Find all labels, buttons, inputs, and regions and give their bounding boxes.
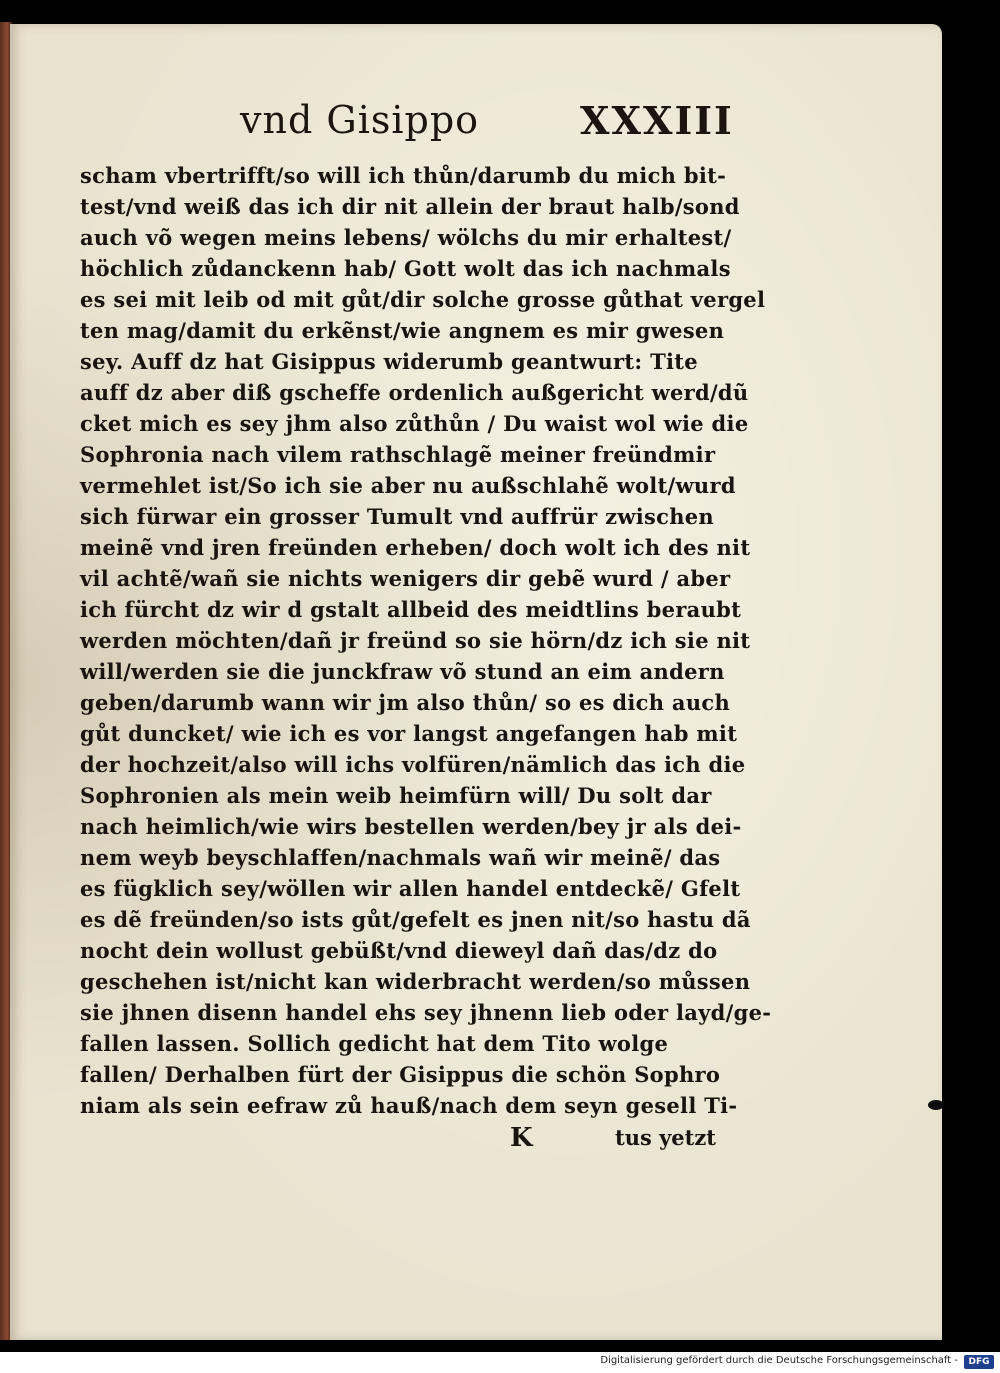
text-line: geschehen ist/nicht kan widerbracht werden/so můssen (80, 969, 751, 994)
text-line: geben/darumb wann wir jm also thůn/ so es dich auch (80, 690, 731, 715)
text-line: es dẽ freünden/so ists gůt/gefelt es jnen nit/so hastu dã (80, 907, 751, 932)
text-line: nocht dein wollust gebüßt/vnd dieweyl dañ das/dz do (80, 938, 718, 963)
text-line: Sophronia nach vilem rathschlagẽ meiner freündmir (80, 442, 716, 467)
text-line: niam als sein eefraw zů hauß/nach dem seyn gesell Ti- (80, 1093, 738, 1118)
text-line: test/vnd weiß das ich dir nit allein der braut halb/sond (80, 194, 740, 219)
text-line: sie jhnen disenn handel ehs sey jhnenn lieb oder layd/ge- (80, 1000, 772, 1025)
text-line: cket mich es sey jhm also zůthůn / Du waist wol wie die (80, 411, 749, 436)
text-line: vil achtẽ/wañ sie nichts wenigers dir gebẽ wurd / aber (80, 566, 731, 591)
text-line: höchlich zůdanckenn hab/ Gott wolt das ich nachmals (80, 256, 731, 281)
text-line: scham vbertrifft/so will ich thůn/darumb du mich bit- (80, 163, 727, 188)
body-text (80, 160, 772, 1121)
text-line: vermehlet ist/So ich sie aber nu außschlahẽ wolt/wurd (80, 473, 736, 498)
text-line: meinẽ vnd jren freünden erheben/ doch wolt ich des nit (80, 535, 751, 560)
text-line: ten mag/damit du erkẽnst/wie angnem es mir gwesen (80, 318, 725, 343)
text-line: auff dz aber diß gscheffe ordenlich außgericht werd/dũ (80, 380, 749, 405)
text-line: es sei mit leib od mit gůt/dir solche grosse gůthat vergel (80, 287, 766, 312)
text-line: fallen/ Derhalben fürt der Gisippus die schön Sophro (80, 1062, 721, 1087)
text-line: gůt duncket/ wie ich es vor langst angefangen hab mit (80, 721, 738, 746)
text-line: werden möchten/dañ jr freünd so sie hörn/dz ich sie nit (80, 628, 751, 653)
text-line: fallen lassen. Sollich gedicht hat dem Tito wolge (80, 1031, 669, 1056)
funding-credit: Digitalisierung gefördert durch die Deutsche Forschungsgemeinschaft - (600, 1355, 958, 1366)
text-line: nach heimlich/wie wirs bestellen werden/bey jr als dei- (80, 814, 742, 839)
text-line: sich fürwar ein grosser Tumult vnd auffrür zwischen (80, 504, 714, 529)
digitization-footer (0, 1352, 1000, 1373)
folio-number: XXXIII (580, 98, 734, 143)
signature-row (80, 1123, 720, 1157)
text-line: ich fürcht dz wir d gstalt allbeid des meidtlins beraubt (80, 597, 742, 622)
text-line: nem weyb beyschlaffen/nachmals wañ wir meinẽ/ das (80, 845, 721, 870)
catchword: tus yetzt (615, 1125, 716, 1150)
ink-spot (928, 1100, 944, 1110)
text-line: will/werden sie die junckfraw võ stund an eim andern (80, 659, 725, 684)
dfg-logo-icon: DFG (964, 1355, 994, 1369)
text-line: auch võ wegen meins lebens/ wölchs du mir erhaltest/ (80, 225, 732, 250)
signature-mark: K (510, 1123, 533, 1153)
text-line: es fügklich sey/wöllen wir allen handel entdeckẽ/ Gfelt (80, 876, 741, 901)
text-line: der hochzeit/also will ichs volfüren/nämlich das ich die (80, 752, 746, 777)
text-line: sey. Auff dz hat Gisippus widerumb geantwurt: Tite (80, 349, 698, 374)
running-head: vnd Gisippo (240, 98, 480, 142)
page-header (240, 98, 800, 150)
text-line: Sophronien als mein weib heimfürn will/ Du solt dar (80, 783, 712, 808)
